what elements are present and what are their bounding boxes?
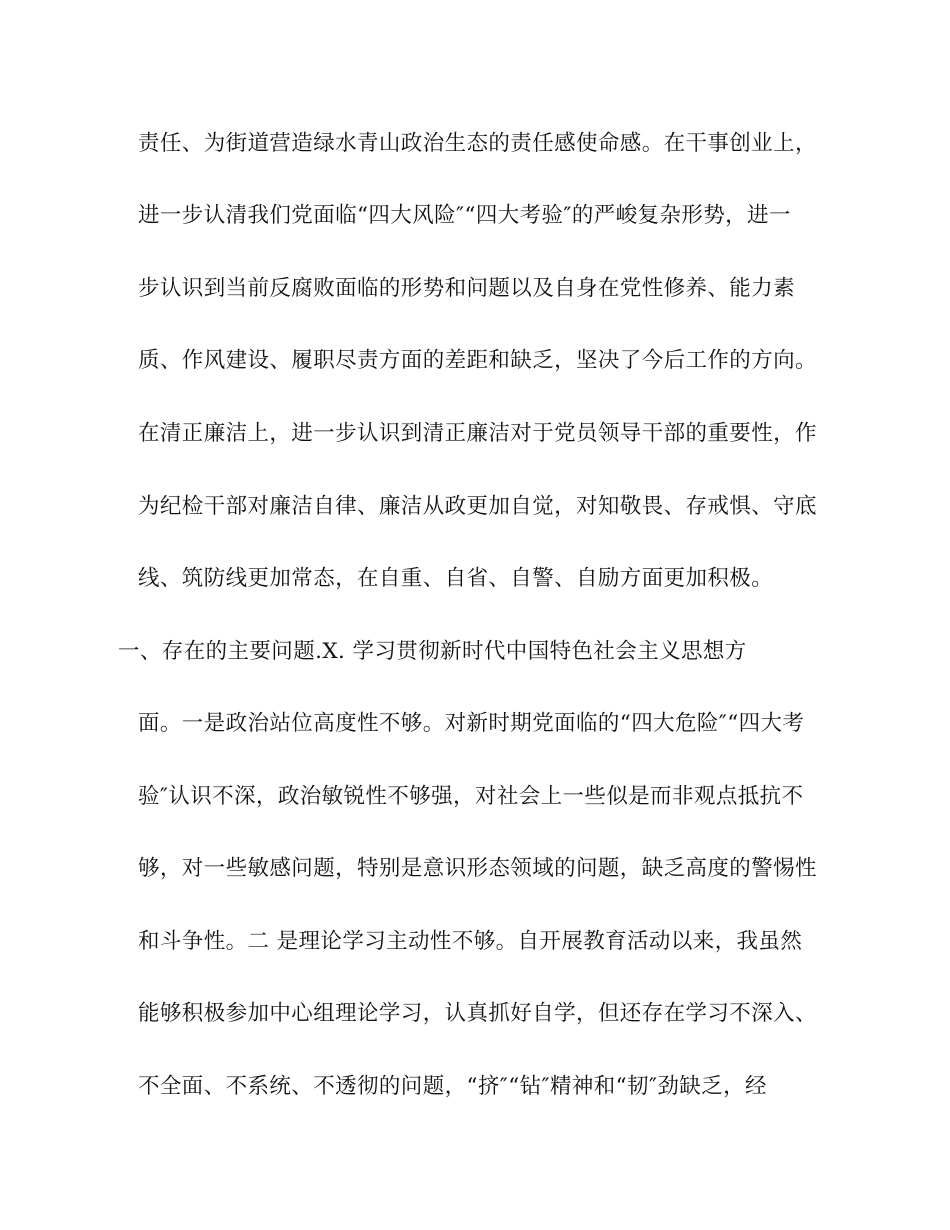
- text-line-7: 线、筑防线更加常态，在自重、自省、自警、自励方面更加积极。: [138, 566, 774, 591]
- text-line-10: 验″认识不深，政治敏锐性不够强，对社会上一些似是而非观点抵抗不: [138, 784, 804, 809]
- text-line-14: 不全面、不系统、不透彻的问题，“挤″“钻″精神和“韧″劲缺乏，经: [138, 1074, 767, 1099]
- text-line-5: 在清正廉洁上，进一步认识到清正廉洁对于党员领导干部的重要性，作: [138, 421, 817, 446]
- text-line-9: 面。一是政治站位高度性不够。对新时期党面临的“四大危险″“四大考: [138, 711, 805, 736]
- text-line-1: 责任、为街道营造绿水青山政治生态的责任感使命感。在干事创业上，: [138, 131, 817, 156]
- text-line-4: 质、作风建设、履职尽责方面的差距和缺乏，坚决了今后工作的方向。: [138, 348, 817, 373]
- text-line-11: 够，对一些敏感问题，特别是意识形态领域的问题，缺乏高度的警惕性: [138, 856, 817, 881]
- text-line-3: 步认识到当前反腐败面临的形势和问题以及自身在党性修养、能力素: [138, 276, 796, 301]
- text-line-6: 为纪检干部对廉洁自律、廉洁从政更加自觉，对知敬畏、存戒惧、守底: [138, 494, 817, 519]
- text-line-13: 能够积极参加中心组理论学习，认真抓好自学，但还存在学习不深入、: [138, 1001, 817, 1026]
- section-heading-line: 一、存在的主要问题.X. 学习贯彻新时代中国特色社会主义思想方: [118, 639, 747, 664]
- text-line-12: 和斗争性。二 是理论学习主动性不够。自开展教育活动以来，我虽然: [138, 929, 803, 954]
- text-line-2: 进一步认清我们党面临“四大风险″“四大考验″的严峻复杂形势，进一: [138, 203, 791, 228]
